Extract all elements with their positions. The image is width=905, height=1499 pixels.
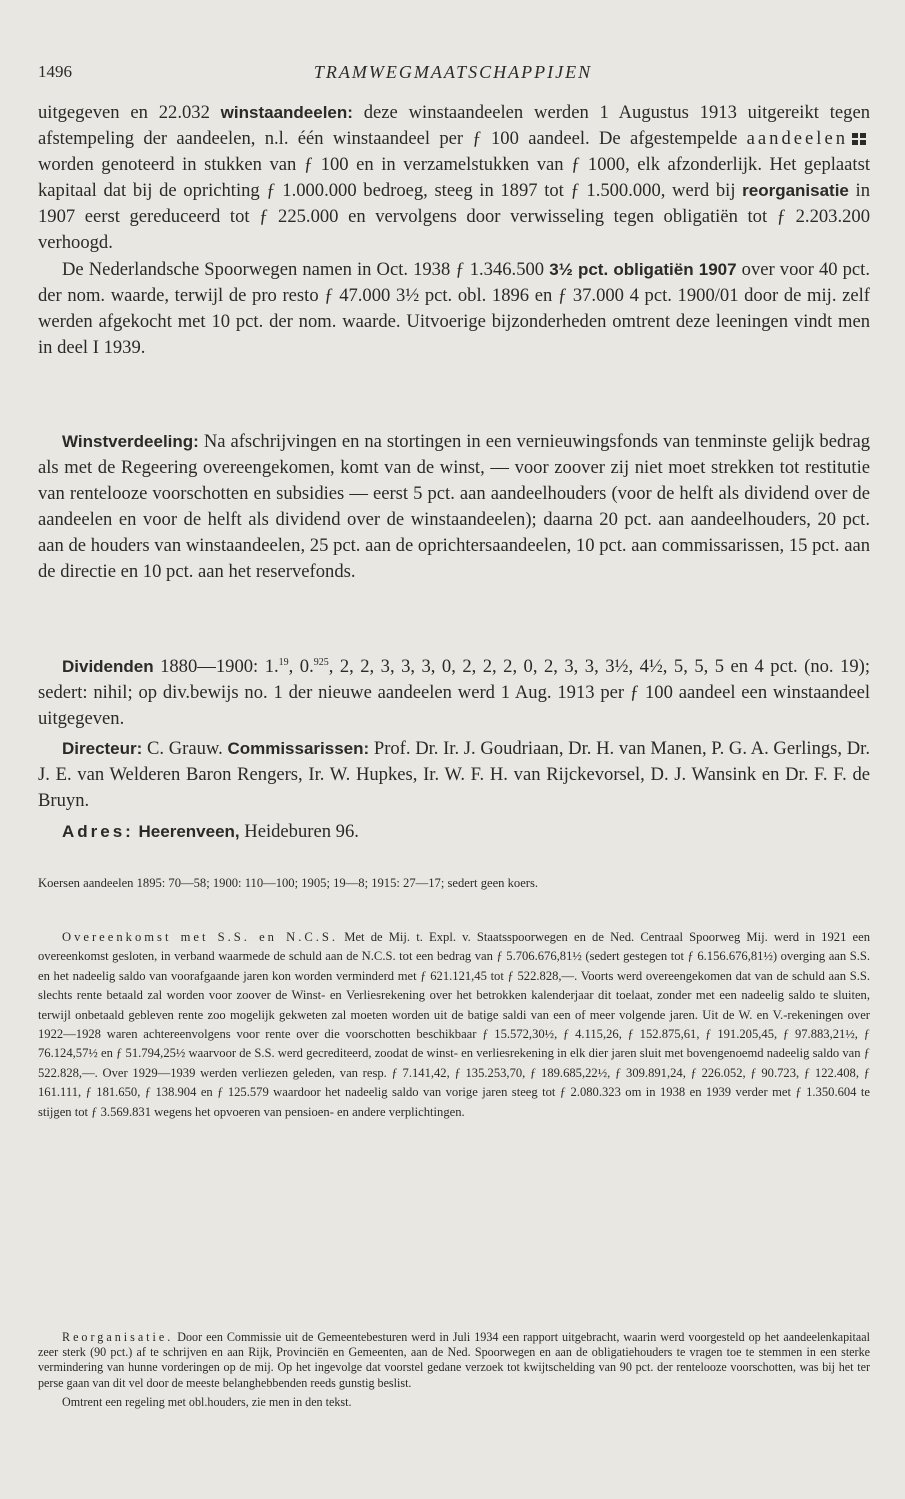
term-winstaandeelen: winstaandeelen: — [220, 103, 353, 122]
page-header — [38, 62, 868, 88]
label-dividenden: Dividenden — [62, 657, 154, 677]
paragraph-winstaandeelen: uitgegeven en 22.032 winstaandeelen: deze winstaandeelen werden 1 Augustus 1913 uitgereikt tegen afstempeling der aandeelen, n.l. één winstaandeel per ƒ 100 aandeel. De afgestempelde aandeelen worden genoteerd in stukken van ƒ 100 en in verzamelstukken van ƒ 1000, elk afzonderlijk. Het geplaatst kapitaal dat bij de oprichting ƒ 1.000.000 bedroeg, steeg in 1897 tot ƒ 1.500.000, werd bij reorganisatie in 1907 eerst gereduceerd tot ƒ 225.000 en vervolgens door verwisseling tegen obligatiën tot ƒ 2.203.200 verhoogd. — [38, 102, 870, 254]
term-reorganisatie: reorganisatie — [742, 181, 849, 201]
koersen-line: Koersen aandeelen 1895: 70—58; 1900: 110—100; 1905; 19—8; 1915: 27—17; sedert geen koers. — [38, 876, 539, 890]
page-number: 1496 — [38, 62, 72, 81]
main-text-block-4 — [38, 736, 870, 814]
paragraph-overeenkomst: Overeenkomst met S.S. en N.C.S. Met de Mij. t. Expl. v. Staatsspoorwegen en de Ned. Centraal Spoorweg Mij. werd in 1921 een overeenkomst gesloten, in verband waarmede de schuld aan de N.C.S. tot een bedrag van ƒ 5.706.676,81½ (sedert gestegen tot ƒ 6.156.676,81½) overging aan S.S. en het nadeelig saldo van voorafgaande jaren kon worden verminderd met ƒ 621.121,45 tot ƒ 522.828,—. Voorts werd overeengekomen dat van de schuld aan S.S. slechts rente betaald zal worden voor zoover de Winst- en Verliesrekening over het betrokken kalenderjaar dit toelaat, zonder met een nadeelig saldo te sluiten, terwijl onbetaald gebleven rente zoo mogelijk gekweten zal moeten worden uit de batige saldi van een of meer volgende jaren. Uit de W. en V.-rekeningen over 1922—1928 waren achtereenvolgens voor rente over die voorschotten beschikbaar ƒ 15.572,30½, ƒ 4.115,26, ƒ 152.875,61, ƒ 191.205,45, ƒ 97.883,21½, ƒ 76.124,57½ en ƒ 51.794,25½ waarvoor de S.S. werd gecrediteerd, zoodat de winst- en verliesrekening in elk dier jaren sluit met bovengenoemd nadeelig saldo van ƒ 522.828,—. Over 1929—1939 werden verliezen geleden, van resp. ƒ 7.141,42, ƒ 135.253,70, ƒ 189.685,22½, ƒ 309.891,24, ƒ 226.052, ƒ 90.723, ƒ 122.408, ƒ 161.111, ƒ 181.650, ƒ 138.904 en ƒ 125.579 waardoor het nadeelig saldo van vorige jaren steeg tot ƒ 2.080.323 om in 1938 en 1939 verder met ƒ 1.350.604 te stijgen tot ƒ 3.569.831 wegens het opvoeren van pensioen- en andere verplichtingen. — [38, 930, 871, 1119]
paragraph-obligaties: De Nederlandsche Spoorwegen namen in Oct. 1938 ƒ 1.346.500 3½ pct. obligatiën 1907 over voor 40 pct. der nom. waarde, terwijl de pro resto ƒ 47.000 3½ pct. obl. 1896 en ƒ 37.000 4 pct. 1900/01 door de mij. zelf werden afgekocht met 10 pct. der nom. waarde. Uitvoerige bijzonderheden omtrent deze leeningen vindt men in deel I 1939. — [38, 258, 870, 358]
main-text-block-2 — [38, 429, 870, 586]
paragraph-adres: Adres: Heerenveen, Heideburen 96. — [62, 821, 359, 842]
quotation-squares-icon — [852, 133, 866, 145]
overeenkomst-block — [38, 928, 870, 1122]
paragraph-winstverdeeling: Winstverdeeling: Na afschrijvingen en na stortingen in een vernieuwingsfonds van tenminste gelijk bedrag als met de Regeering overeengekomen, komt van de winst, — voor zoover zij niet moet strekken tot restitutie van rentelooze voorschotten en subsidies — eerst 5 pct. aan aandeelhouders (voor de helft als dividend over de aandeelen en voor de helft als dividend over de winstaandeelen); daarna 20 pct. aan aandeelhouders, 20 pct. aan de houders van winstaandeelen, 25 pct. aan de oprichtersaandeelen, 10 pct. aan commissarissen, 15 pct. aan de directie en 10 pct. aan het reservefonds. — [38, 431, 870, 583]
main-text-block-1 — [38, 100, 870, 361]
paragraph-reorganisatie: Reorganisatie. Door een Commissie uit de Gemeentebesturen werd in Juli 1934 een rapport uitgebracht, waarin werd voorgesteld op het aandeelenkapitaal zeer sterk (90 pct.) af te schrijven en aan Rijk, Provinciën en Gemeenten, aan de Ned. Spoorwegen en aan de obligatiehouders te vragen toe te stemmen in een sterke vermindering van hunne vorderingen op de mij. Op het ingevolge dat voorstel gedane verzoek tot kwijtschelding van 90 pct. der rentelooze voorschotten, was bij het ter perse gaan van dit vel door de meeste belanghebbenden reeds gunstig beslist. — [38, 1330, 870, 1390]
label-adres: Adres: — [62, 822, 134, 841]
paragraph-dividenden: Dividenden 1880—1900: 1.19, 0.$^{925}$, 2, 2, 3, 3, 3, 0, 2, 2, 2, 0, 2, 3, 3, 3½, 4½, 5, 5, 5 en 4 pct. (no. 19); sedert: nihil; op div.bewijs no. 1 der nieuwe aandeelen werd 1 Aug. 1913 per ƒ 100 aandeel een winstaandeel uitgegeven. — [38, 656, 870, 730]
address-city: Heerenveen, — [138, 822, 240, 841]
main-text-block-3 — [38, 650, 870, 732]
term-aandeelen: aandeelen — [746, 128, 848, 150]
paragraph-bestuur: Directeur: C. Grauw. Commissarissen: Prof. Dr. Ir. J. Goudriaan, Dr. H. van Manen, P. G. A. Gerlings, Dr. J. E. van Welderen Baron Rengers, Ir. W. Hupkes, Ir. W. F. H. van Rijckevorsel, D. J. Wansink en Dr. F. F. de Bruyn. — [38, 738, 870, 812]
reorganisatie-note: Omtrent een regeling met obl.houders, zie men in den tekst. — [62, 1394, 352, 1409]
reorganisatie-block — [38, 1330, 870, 1410]
label-overeenkomst: Overeenkomst met S.S. en N.C.S. — [62, 930, 339, 944]
label-commissarissen: Commissarissen: — [227, 739, 370, 758]
running-title: TRAMWEGMAATSCHAPPIJEN — [313, 62, 593, 82]
label-reorganisatie: Reorganisatie. — [62, 1330, 174, 1344]
main-text-block-5 — [38, 819, 870, 845]
label-winstverdeeling: Winstverdeeling: — [62, 432, 199, 451]
label-directeur: Directeur: — [62, 739, 143, 758]
term-obligaties: 3½ pct. obligatiën 1907 — [549, 259, 737, 279]
